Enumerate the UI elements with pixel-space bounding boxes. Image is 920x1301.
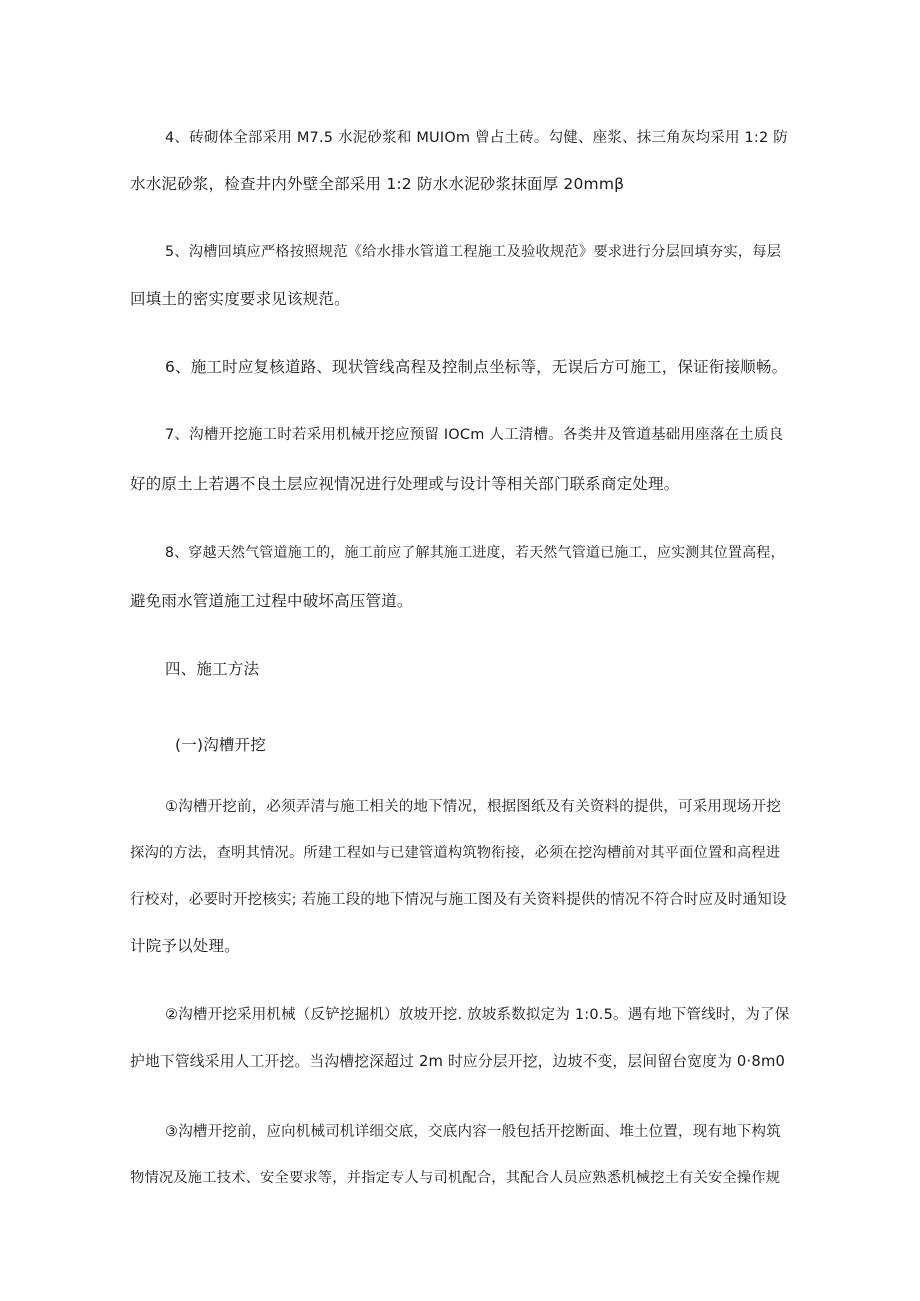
text-line: ②沟槽开挖采用机械（反铲挖掘机）放坡开挖. 放坡系数拟定为 1:0.5。遇有地下管线时，为了保 <box>165 1007 790 1023</box>
text-line: 探沟的方法，查明其情况。所建工程如与已建管道构筑物衔接，必须在挖沟槽前对其平面位置和高程进 <box>130 845 781 861</box>
text-line: 7、沟槽开挖施工时若采用机械开挖应预留 IOCm 人工清槽。各类井及管道基础用座落在土质良 <box>165 427 784 443</box>
text-line: 6、施工时应复核道路、现状管线高程及控制点坐标等，无误后方可施工，保证衔接顺畅。 <box>165 358 788 376</box>
text-line: 物情况及施工技术、安全要求等，并指定专人与司机配合，其配合人员应熟悉机械挖土有关安全操作规 <box>130 1170 781 1186</box>
text-line: 8、穿越天然气管道施工的，施工前应了解其施工进度，若天然气管道已施工，应实测其位置高程， <box>165 545 785 561</box>
text-line: ①沟槽开挖前，必须弄清与施工相关的地下情况，根据图纸及有关资料的提供，可采用现场开挖 <box>165 799 781 815</box>
text-line: 水水泥砂浆，检查井内外壁全部采用 1:2 防水水泥砂浆抹面厚 20mmβ <box>130 175 625 193</box>
text-line: 行校对，必要时开挖核实; 若施工段的地下情况与施工图及有关资料提供的情况不符合时应及时通知设 <box>130 892 787 908</box>
text-line: 5、沟槽回填应严格按照规范《给水排水管道工程施工及验收规范》要求进行分层回填夯实，每层 <box>165 244 782 260</box>
subsection-heading: (一)沟槽开挖 <box>175 736 266 754</box>
section-heading: 四、施工方法 <box>165 660 260 678</box>
text-line: 4、砖砌体全部采用 M7.5 水泥砂浆和 MUIOm 曾占土砖。勾健、座浆、抹三角灰均采用 1:2 防 <box>165 130 788 146</box>
text-line: 回填土的密实度要求见该规范。 <box>130 290 350 308</box>
text-line: ③沟槽开挖前，应向机械司机详细交底，交底内容一般包括开挖断面、堆土位置，现有地下构筑 <box>165 1124 781 1140</box>
text-line: 护地下管线采用人工开挖。当沟槽挖深超过 2m 时应分层开挖，边坡不变，层间留台宽度为 0·8m0 <box>130 1053 786 1070</box>
text-line: 计院予以处理。 <box>130 937 240 955</box>
text-line: 避免雨水管道施工过程中破坏高压管道。 <box>130 592 413 610</box>
text-line: 好的原土上若遇不良土层应视情况进行处理或与设计等相关部门联系商定处理。 <box>130 475 680 493</box>
